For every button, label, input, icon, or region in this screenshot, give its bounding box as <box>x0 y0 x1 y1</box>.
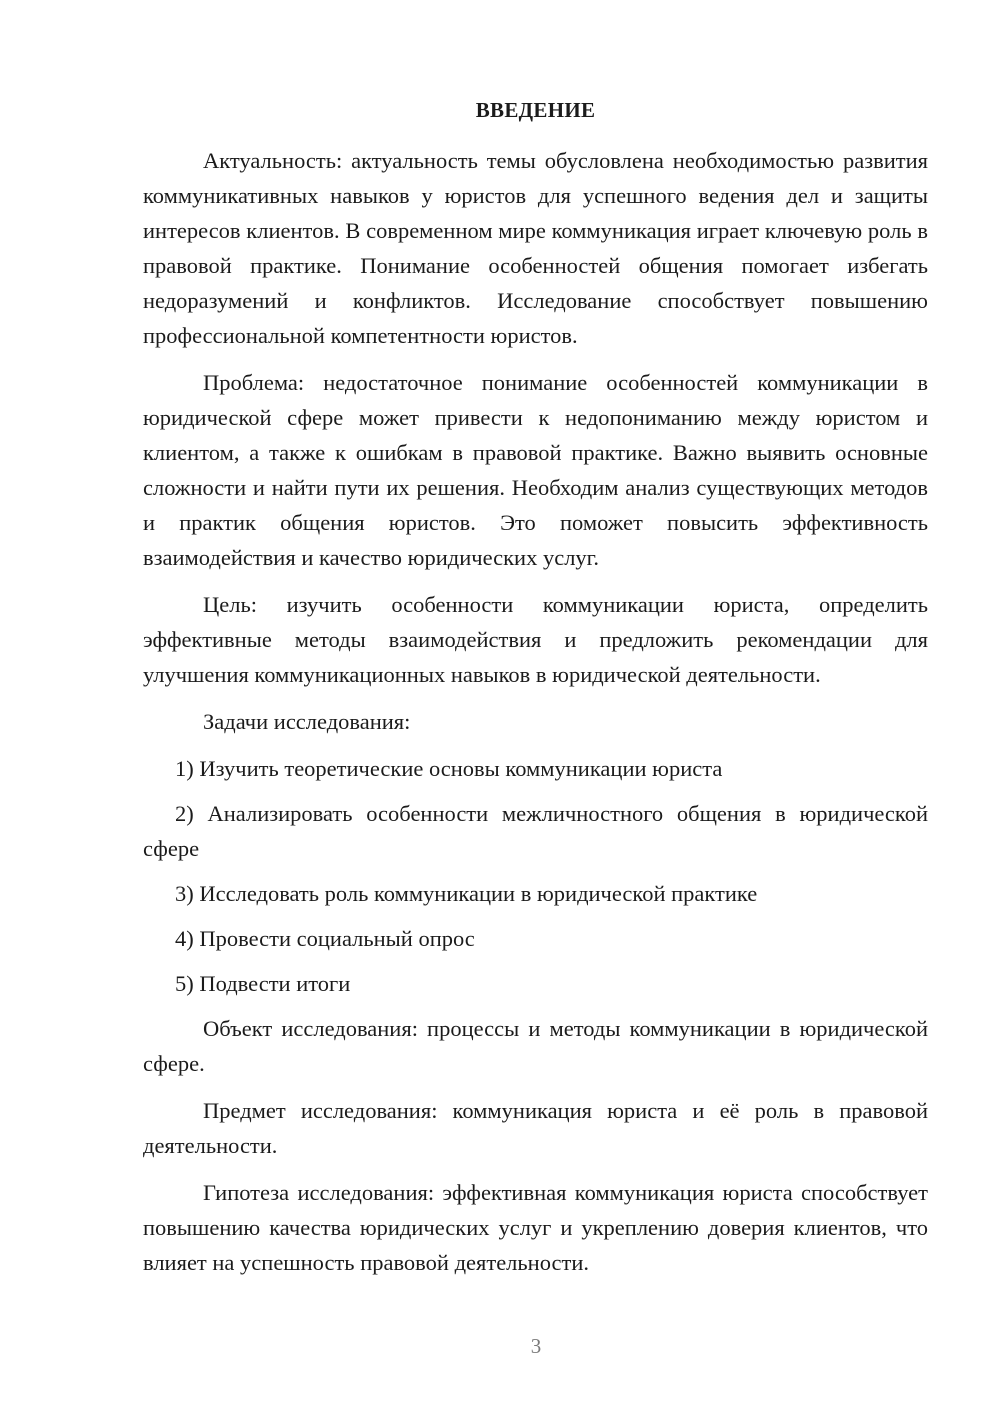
page-number: 3 <box>530 1334 542 1358</box>
problem-paragraph: Проблема: недостаточное понимание особенностей коммуникации в юридической сфере может привести к недопониманию между юристом и клиентом, а также к ошибкам в правовой практике. Важно выявить основные сложности и найти пути их решения. Необходим анализ существующих методов и практик общения юристов. Это поможет повысить эффективность взаимодействия и качество юридических услуг. <box>143 370 928 570</box>
hypothesis-paragraph: Гипотеза исследования: эффективная коммуникация юриста способствует повышению качества юридических услуг и укреплению доверия клиентов, что влияет на успешность правовой деятельности. <box>143 1180 928 1275</box>
goal-paragraph: Цель: изучить особенности коммуникации юриста, определить эффективные методы взаимодействия и предложить рекомендации для улучшения коммуникационных навыков в юридической деятельности. <box>143 592 928 687</box>
subject-paragraph: Предмет исследования: коммуникация юриста и её роль в правовой деятельности. <box>143 1098 928 1158</box>
task-item-4: 4) Провести социальный опрос <box>175 926 475 951</box>
task-item-3: 3) Исследовать роль коммуникации в юридической практике <box>175 881 758 906</box>
page-content <box>143 95 928 1292</box>
section-title: ВВЕДЕНИЕ <box>475 98 596 122</box>
task-item-1: 1) Изучить теоретические основы коммуникации юриста <box>175 756 723 781</box>
tasks-heading: Задачи исследования: <box>203 709 411 734</box>
task-item-5: 5) Подвести итоги <box>175 971 351 996</box>
task-item-2: 2) Анализировать особенности межличностного общения в юридической сфере <box>143 801 928 861</box>
object-paragraph: Объект исследования: процессы и методы коммуникации в юридической сфере. <box>143 1016 928 1076</box>
relevance-paragraph: Актуальность: актуальность темы обусловлена необходимостью развития коммуникативных навыков у юристов для успешного ведения дел и защиты интересов клиентов. В современном мире коммуникация играет ключевую роль в правовой практике. Понимание особенностей общения помогает избегать недоразумений и конфликтов. Исследование способствует повышению профессиональной компетентности юристов. <box>143 148 928 348</box>
